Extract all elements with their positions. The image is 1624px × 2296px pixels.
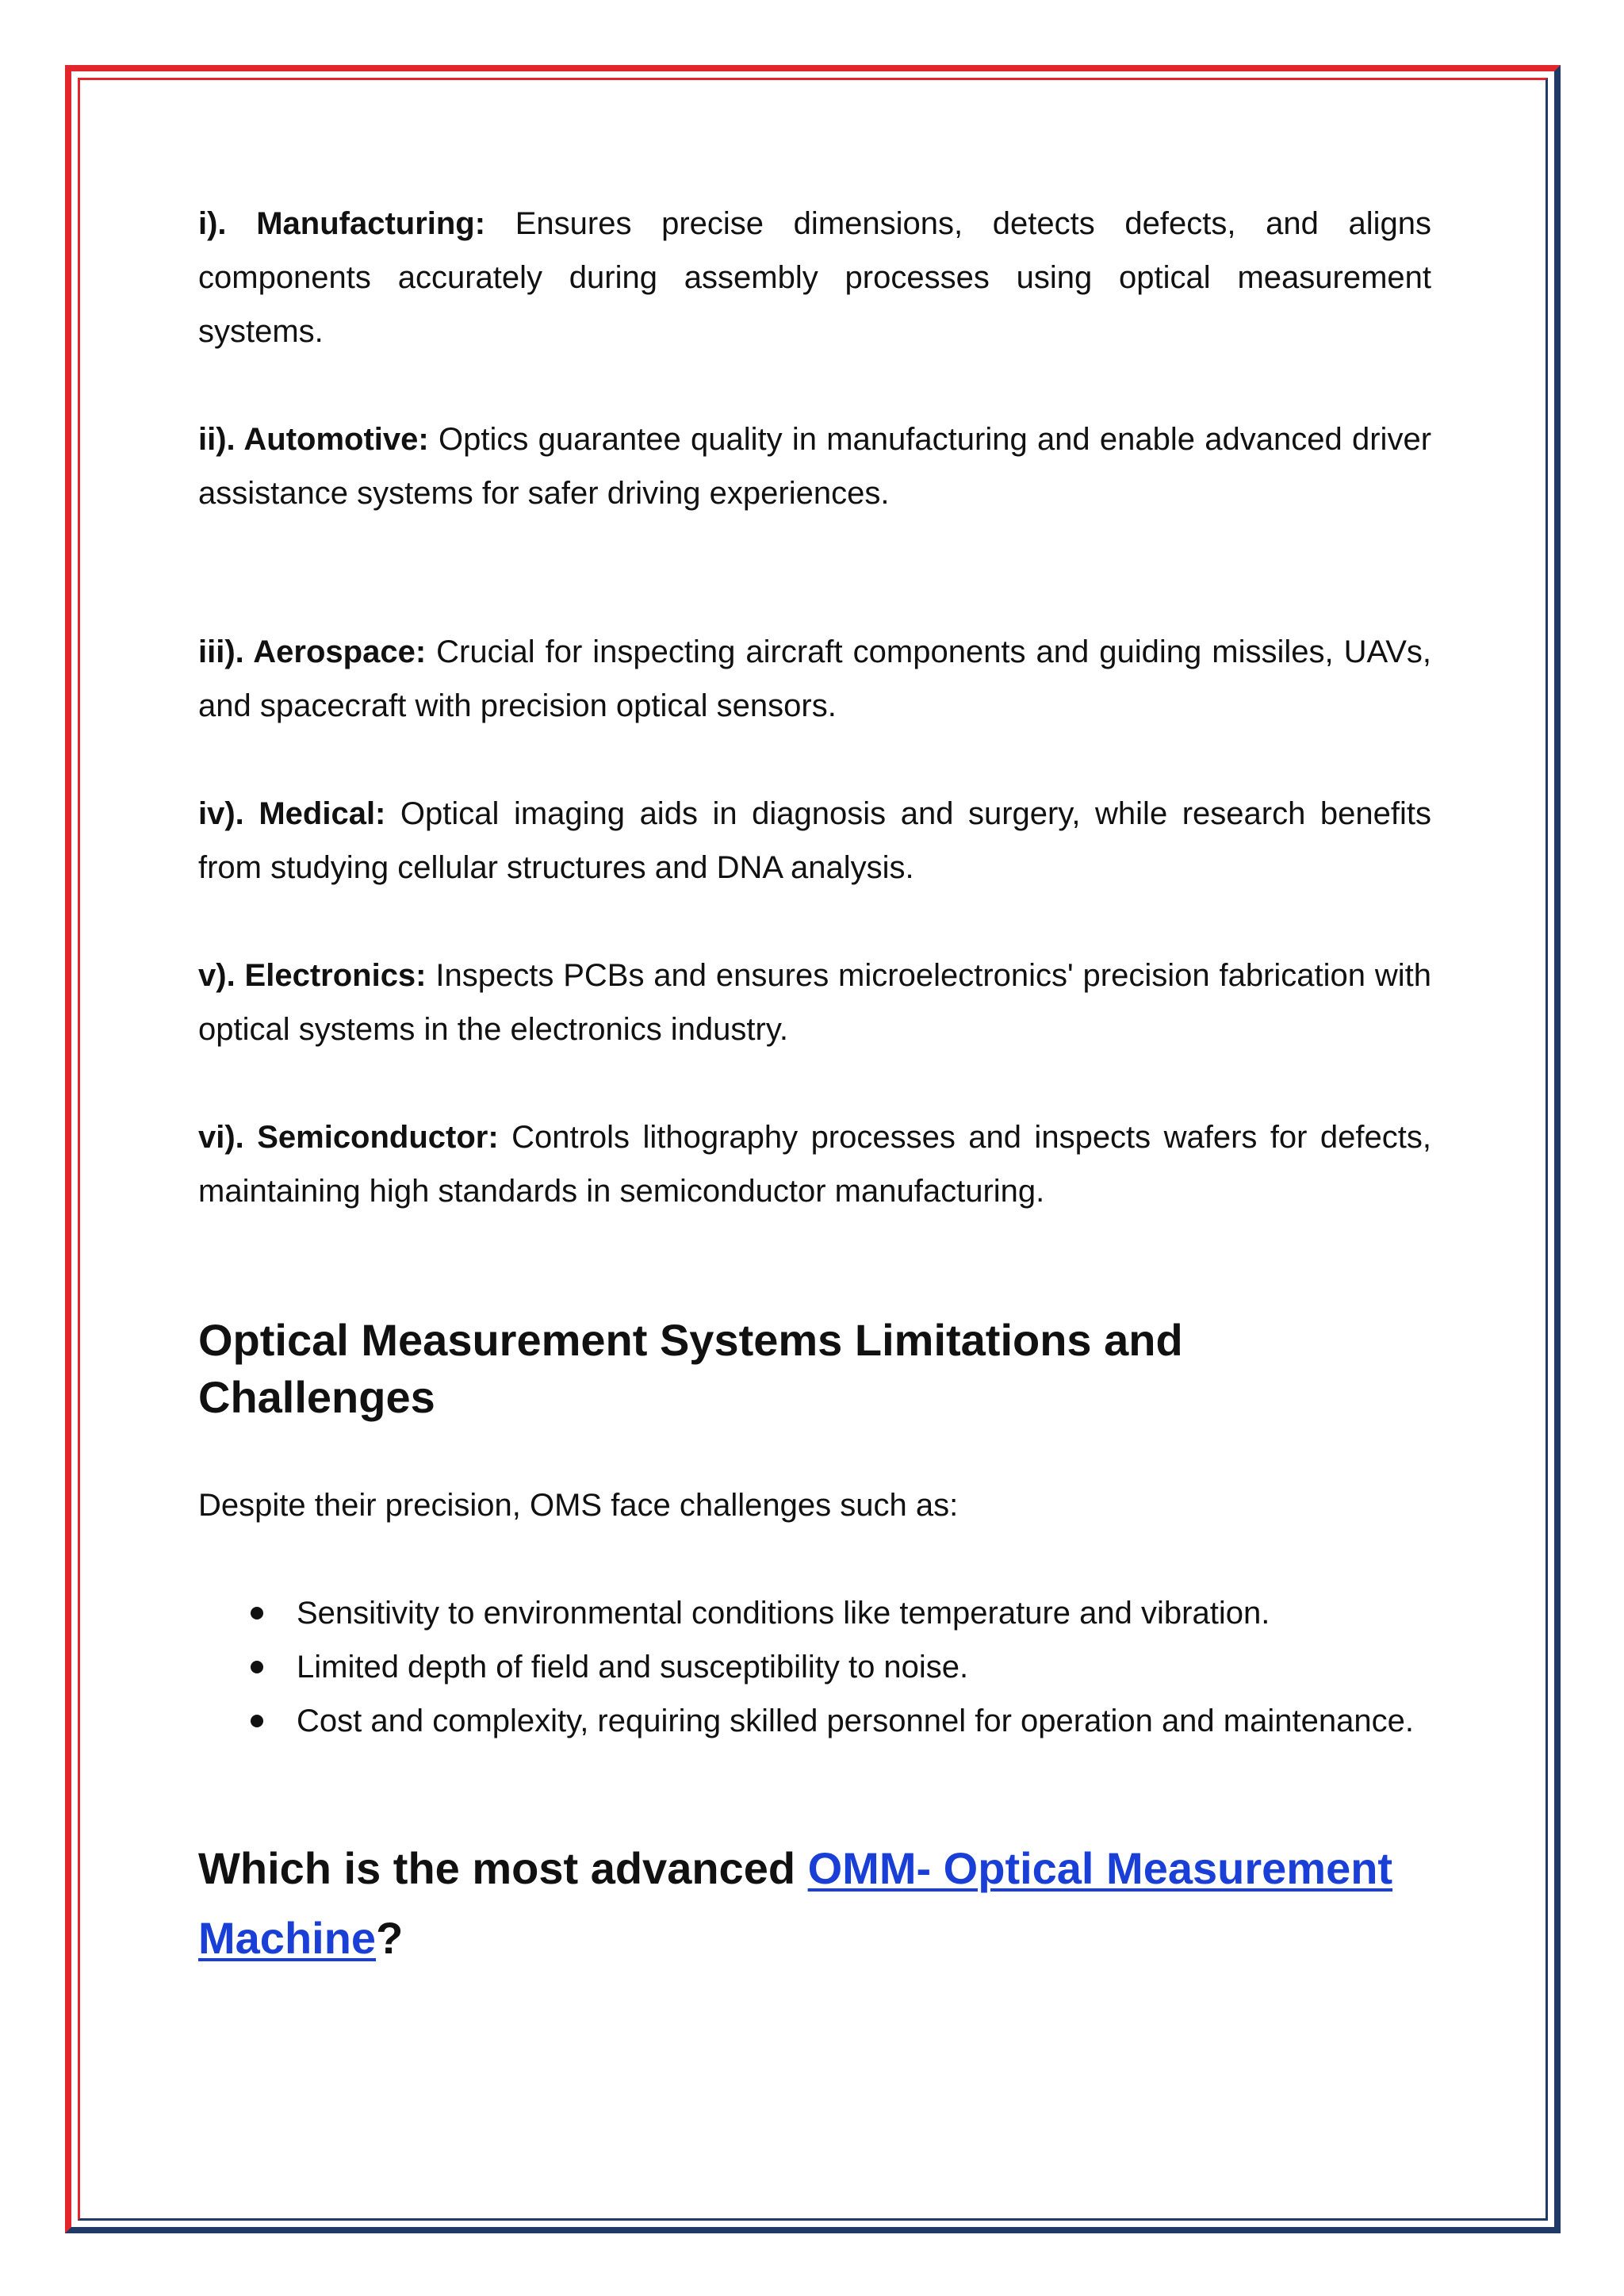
application-lead: iii). Aerospace: bbox=[198, 634, 427, 669]
limitations-intro: Despite their precision, OMS face challenges such as: bbox=[198, 1488, 959, 1523]
application-item-semiconductor bbox=[198, 1110, 1431, 1218]
limitations-list bbox=[198, 1586, 1431, 1748]
application-lead: iv). Medical: bbox=[198, 796, 386, 831]
question-suffix: ? bbox=[376, 1913, 404, 1963]
application-text: Optics guarantee quality in manufacturing and enable advanced driver assistance systems for safer driving experiences. bbox=[198, 422, 1432, 511]
application-lead: v). Electronics: bbox=[198, 958, 427, 993]
bullet-icon bbox=[251, 1661, 263, 1673]
application-lead: i). Manufacturing: bbox=[198, 206, 486, 241]
application-text: Crucial for inspecting aircraft components and guiding missiles, UAVs, and spacecraft with precision optical sensors. bbox=[198, 634, 1431, 723]
application-text: Controls lithography processes and inspects wafers for defects, maintaining high standards in semiconductor manufacturing. bbox=[198, 1120, 1431, 1209]
application-lead: vi). Semiconductor: bbox=[198, 1120, 499, 1155]
omm-link[interactable]: OMM- Optical Measurement Machine bbox=[198, 1843, 1393, 1963]
list-item-text: Sensitivity to environmental conditions like temperature and vibration. bbox=[297, 1596, 1270, 1631]
application-item-aerospace bbox=[198, 625, 1431, 733]
application-text: Optical imaging aids in diagnosis and surgery, while research benefits from studying cellular structures and DNA analysis. bbox=[198, 796, 1431, 885]
list-item bbox=[198, 1694, 1431, 1748]
application-text: Ensures precise dimensions, detects defects, and aligns components accurately during assembly processes using optical measurement systems. bbox=[198, 206, 1431, 349]
question-heading bbox=[198, 1834, 1431, 1973]
question-prefix: Which is the most advanced bbox=[198, 1843, 808, 1893]
list-item-text: Cost and complexity, requiring skilled personnel for operation and maintenance. bbox=[297, 1704, 1414, 1738]
page-content bbox=[198, 197, 1431, 1973]
limitations-heading: Optical Measurement Systems Limitations and Challenges bbox=[198, 1315, 1183, 1422]
list-item bbox=[198, 1586, 1431, 1640]
application-text: Inspects PCBs and ensures microelectronics' precision fabrication with optical systems in the electronics industry. bbox=[198, 958, 1431, 1047]
application-item-manufacturing bbox=[198, 197, 1431, 358]
list-item-text: Limited depth of field and susceptibility to noise. bbox=[297, 1650, 969, 1685]
application-item-medical bbox=[198, 787, 1431, 895]
application-lead: ii). Automotive: bbox=[198, 422, 429, 457]
bullet-icon bbox=[251, 1715, 263, 1727]
application-item-electronics bbox=[198, 949, 1431, 1056]
list-item bbox=[198, 1640, 1431, 1694]
application-item-automotive bbox=[198, 412, 1431, 520]
bullet-icon bbox=[251, 1607, 263, 1619]
